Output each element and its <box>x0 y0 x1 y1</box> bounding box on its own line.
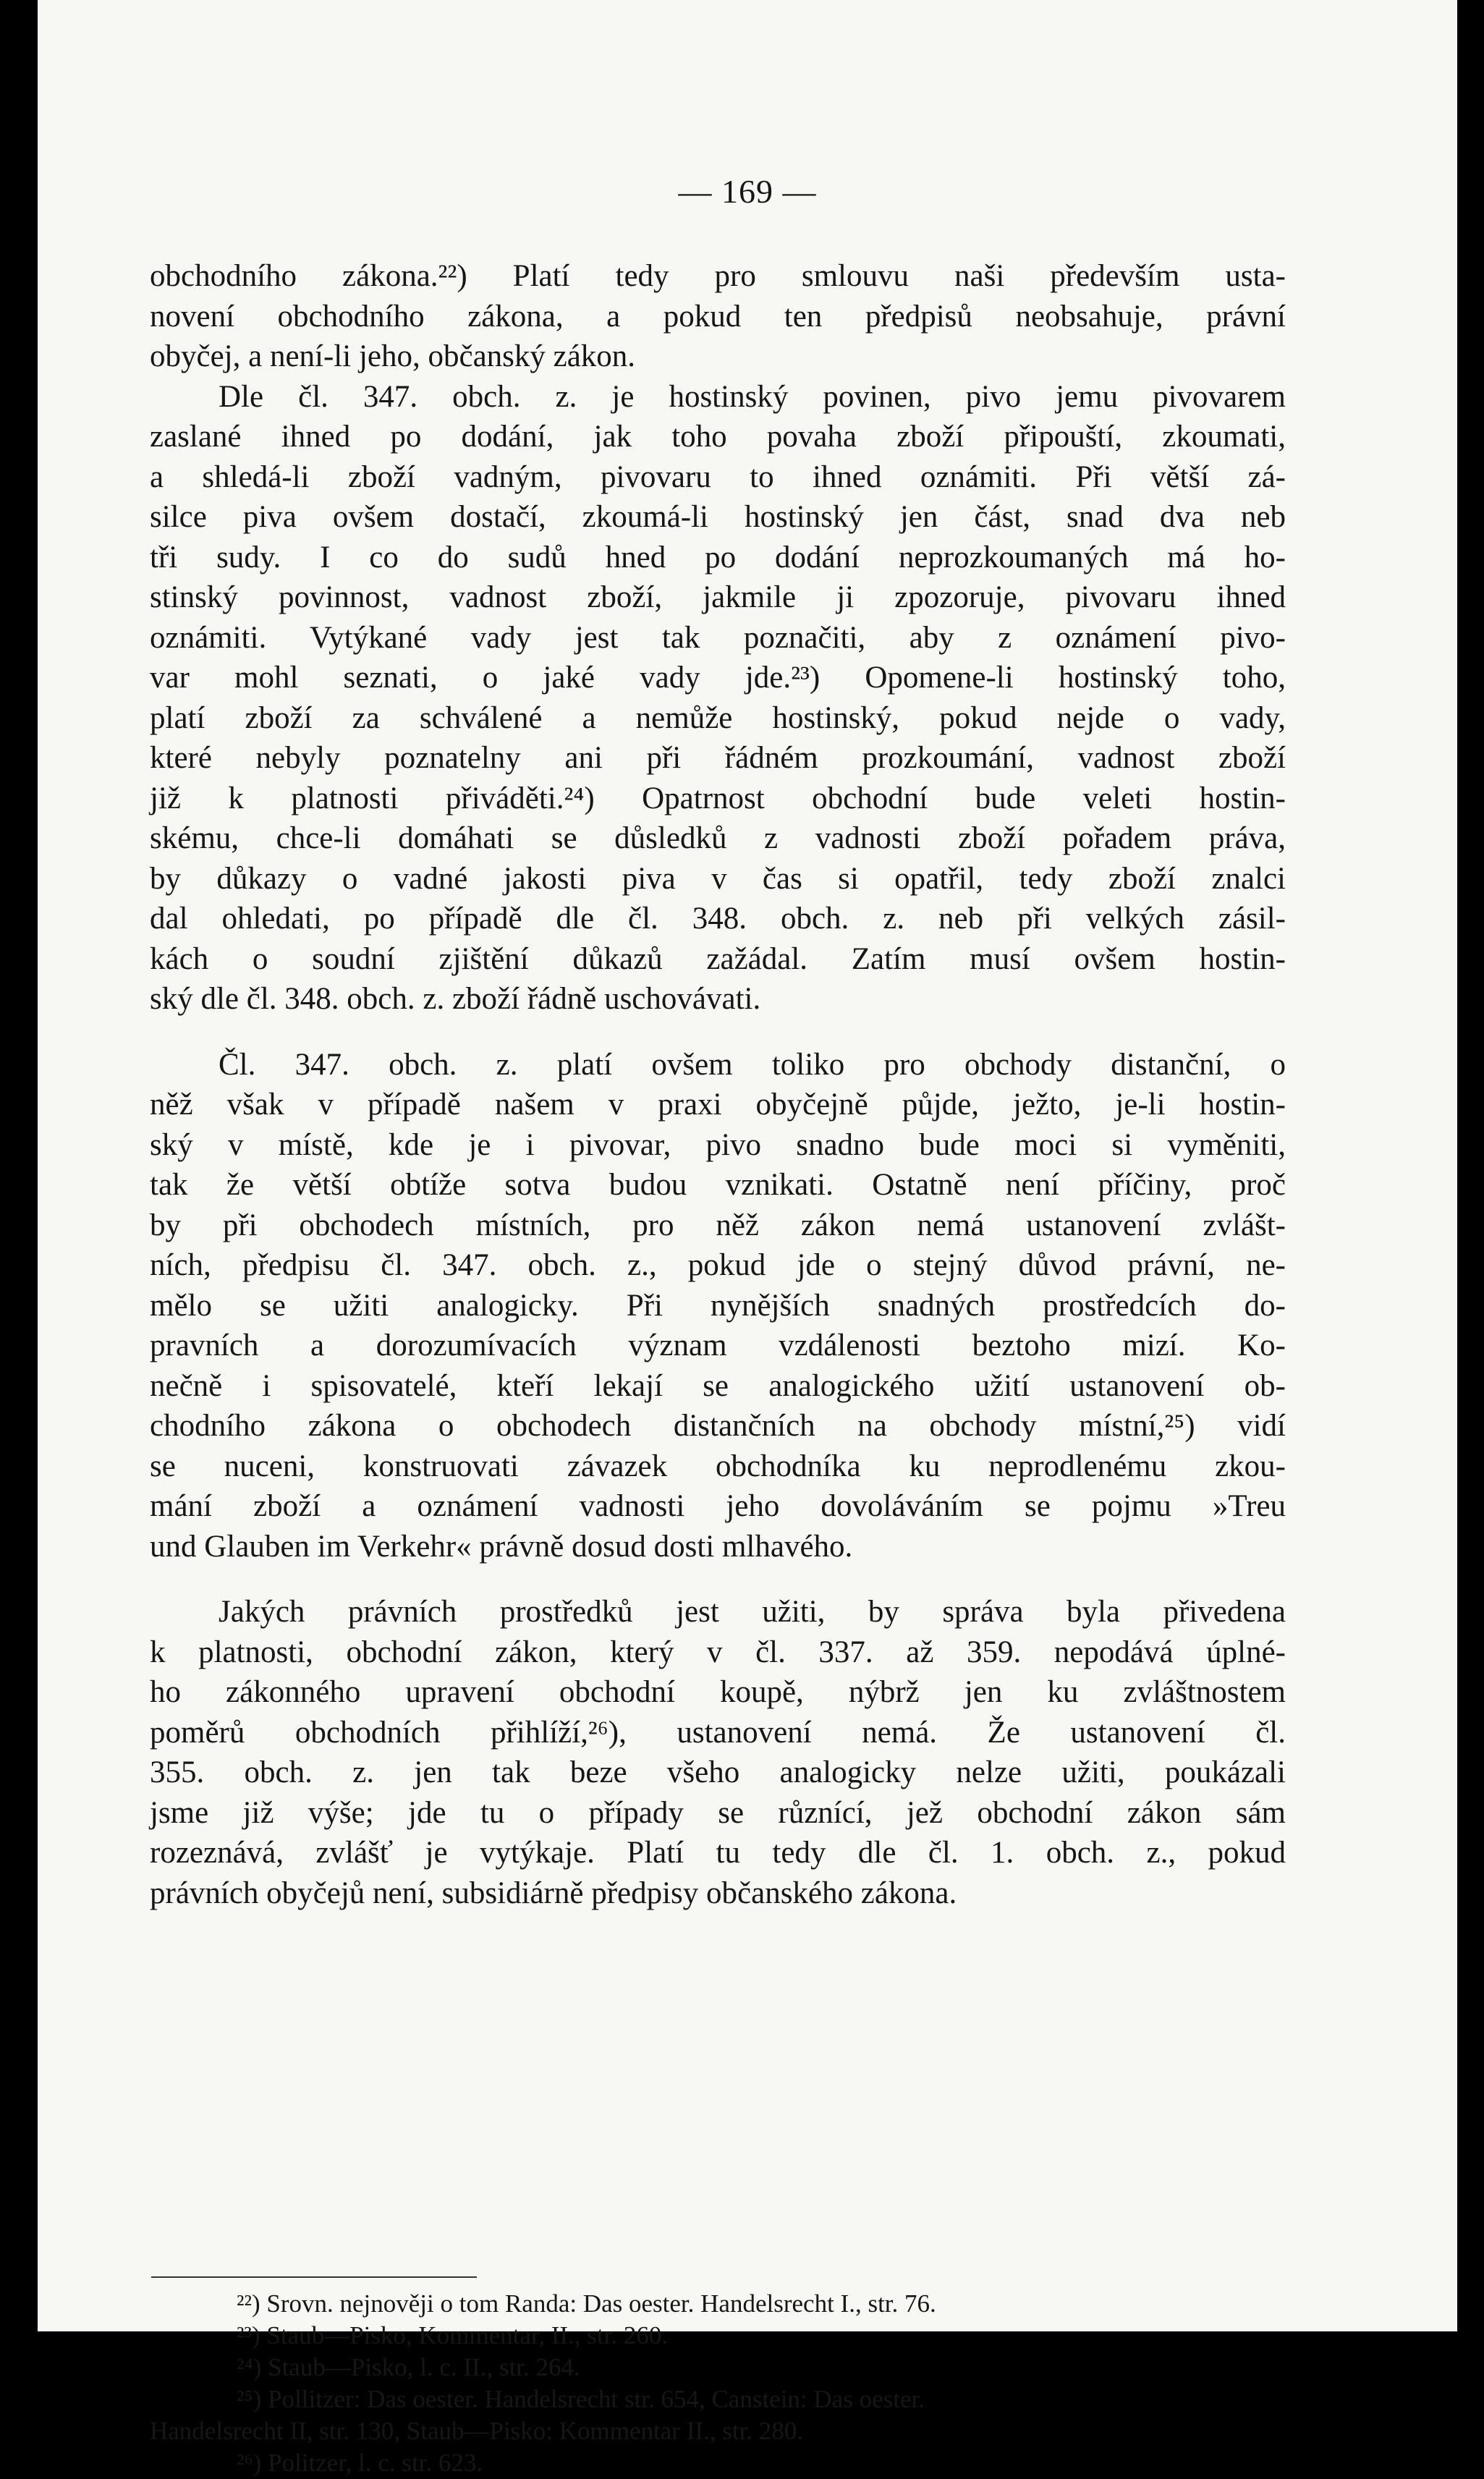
book-page <box>38 0 1457 2477</box>
text-line: chodního zákona o obchodech distančních na obchody místní,²⁵) vidí <box>150 1409 1286 1443</box>
paragraph-1 <box>150 256 1286 377</box>
text-line: platí zboží za schválené a nemůže hostinský, pokud nejde o vady, <box>150 700 1286 735</box>
text-line: mání zboží a oznámení vadnosti jeho dovoláváním se pojmu »Treu <box>150 1489 1286 1523</box>
text-line: oznámiti. Vytýkané vady jest tak poznačiti, aby z oznámení pivo- <box>150 620 1286 655</box>
text-line: by při obchodech místních, pro něž zákon nemá ustanovení zvlášt- <box>150 1208 1286 1242</box>
text-line: k platnosti, obchodní zákon, který v čl. 337. až 359. nepodává úplné- <box>150 1635 1286 1669</box>
text-line: skému, chce-li domáhati se důsledků z vadnosti zboží pořadem práva, <box>150 821 1286 855</box>
footnote-25-continued: Handelsrecht II, str. 130, Staub—Pisko: Kommentar II., str. 280. <box>150 2417 804 2445</box>
text-line: obyčej, a není-li jeho, občanský zákon. <box>150 339 636 373</box>
footnote-25: ²⁵) Pollitzer: Das oester. Handelsrecht str. 654, Canstein: Das oester. <box>237 2385 925 2413</box>
text-line: které nebyly poznatelny ani při řádném prozkoumání, vadnost zboží <box>150 741 1286 775</box>
text-line: rozeznává, zvlášť je vytýkaje. Platí tu tedy dle čl. 1. obch. z., pokud <box>150 1836 1286 1870</box>
paragraph-4 <box>150 1592 1286 1913</box>
paragraph-gap <box>150 1020 1286 1045</box>
text-line: Čl. 347. obch. z. platí ovšem toliko pro obchody distanční, o <box>219 1047 1286 1082</box>
text-line: novení obchodního zákona, a pokud ten předpisů neobsahuje, právní <box>150 299 1286 334</box>
text-line: silce piva ovšem dostačí, zkoumá-li hostinský jen část, snad dva neb <box>150 500 1286 534</box>
text-line: jsme již výše; jde tu o případy se různící, jež obchodní zákon sám <box>150 1795 1286 1830</box>
text-line: mělo se užiti analogicky. Při nynějších snadných prostředcích do- <box>150 1288 1286 1323</box>
text-line: ský v místě, kde je i pivovar, pivo snadno bude moci si vyměniti, <box>150 1127 1286 1162</box>
footnote-24: ²⁴) Staub—Pisko, l. c. II., str. 264. <box>237 2353 580 2381</box>
text-line: poměrů obchodních přihlíží,²⁶), ustanovení nemá. Že ustanovení čl. <box>150 1715 1286 1750</box>
paragraph-2 <box>150 377 1286 1020</box>
text-line: již k platnosti přiváděti.²⁴) Opatrnost obchodní bude veleti hostin- <box>150 781 1286 815</box>
text-line: 355. obch. z. jen tak beze všeho analogicky nelze užiti, poukázali <box>150 1755 1286 1789</box>
text-line: und Glauben im Verkehr« právně dosud dosti mlhavého. <box>150 1529 853 1564</box>
text-line: by důkazy o vadné jakosti piva v čas si opatřil, tedy zboží znalci <box>150 861 1286 896</box>
text-line: pravních a dorozumívacích význam vzdálenosti beztoho mizí. Ko- <box>150 1329 1286 1363</box>
paragraph-gap <box>150 1567 1286 1592</box>
text-line: kách o soudní zjištění důkazů zažádal. Zatím musí ovšem hostin- <box>150 941 1286 976</box>
text-line: var mohl seznati, o jaké vady jde.²³) Opomene-li hostinský toho, <box>150 661 1286 695</box>
text-line: ský dle čl. 348. obch. z. zboží řádně uschovávati. <box>150 982 761 1016</box>
text-line: dal ohledati, po případě dle čl. 348. obch. z. neb při velkých zásil- <box>150 902 1286 936</box>
footnote-rule <box>151 2276 477 2278</box>
footnote-22: ²²) Srovn. nejnověji o tom Randa: Das oester. Handelsrecht I., str. 76. <box>237 2289 936 2318</box>
text-line: a shledá-li zboží vadným, pivovaru to ihned oznámiti. Při větší zá- <box>150 459 1286 494</box>
footnote-23: ²³) Staub—Pisko, Kommentar, II., str. 260. <box>237 2321 669 2349</box>
footnote-26: ²⁶) Politzer, l. c. str. 623. <box>237 2449 483 2477</box>
text-line: Dle čl. 347. obch. z. je hostinský povinen, pivo jemu pivovarem <box>219 379 1286 414</box>
text-line: ho zákonného upravení obchodní koupě, nýbrž jen ku zvláštnostem <box>150 1675 1286 1709</box>
text-line: zaslané ihned po dodání, jak toho povaha zboží připouští, zkoumati, <box>150 420 1286 454</box>
text-line: stinský povinnost, vadnost zboží, jakmile ji zpozoruje, pivovaru ihned <box>150 580 1286 614</box>
text-line: právních obyčejů není, subsidiárně předpisy občanského zákona. <box>150 1876 957 1910</box>
text-line: obchodního zákona.²²) Platí tedy pro smlouvu naši především usta- <box>150 259 1286 293</box>
text-line: něž však v případě našem v praxi obyčejně půjde, ježto, je-li hostin- <box>150 1088 1286 1122</box>
text-line: Jakých právních prostředků jest užiti, by správa byla přivedena <box>219 1595 1286 1629</box>
text-line: ních, předpisu čl. 347. obch. z., pokud jde o stejný důvod právní, ne- <box>150 1248 1286 1282</box>
text-line: nečně i spisovatelé, kteří lekají se analogického užití ustanovení ob- <box>150 1368 1286 1403</box>
body-text <box>150 256 1286 1913</box>
text-line: tři sudy. I co do sudů hned po dodání neprozkoumaných má ho- <box>150 540 1286 575</box>
text-line: tak že větší obtíže sotva budou vznikati. Ostatně není příčiny, proč <box>150 1168 1286 1202</box>
paragraph-3 <box>150 1045 1286 1567</box>
page-number: — 169 — <box>678 173 817 210</box>
footnotes <box>150 2288 1286 2479</box>
text-line: se nuceni, konstruovati závazek obchodníka ku neprodlenému zkou- <box>150 1449 1286 1483</box>
